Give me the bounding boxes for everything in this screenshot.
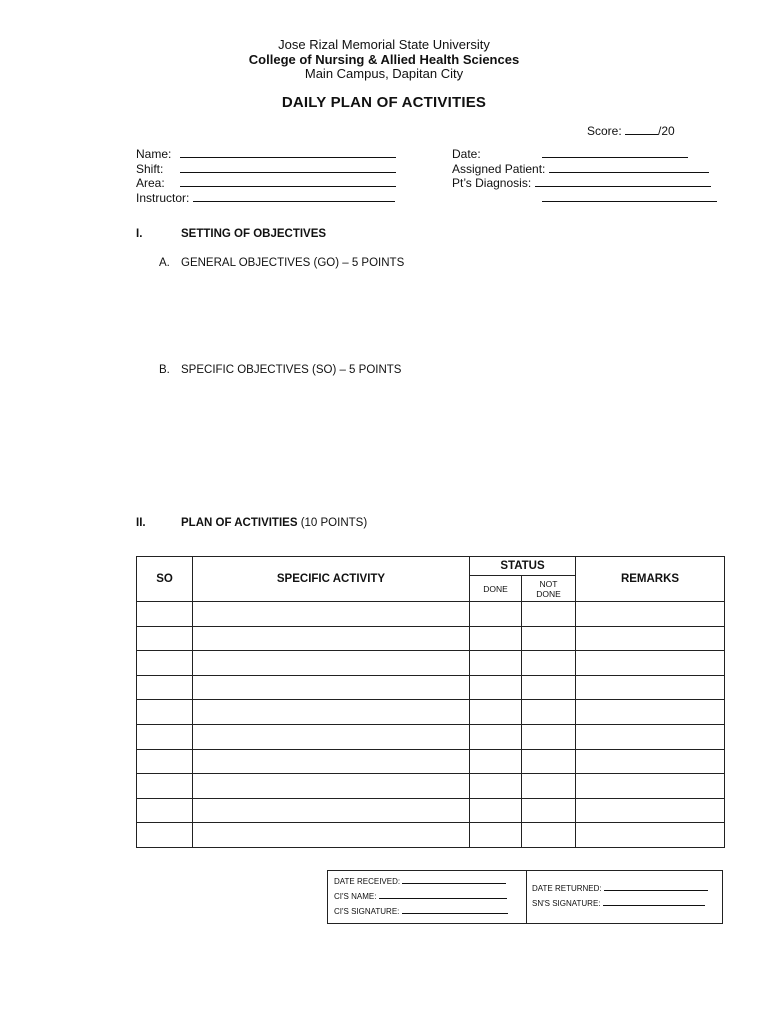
- table-row: [137, 724, 725, 749]
- cell-activity[interactable]: [193, 724, 470, 749]
- section-2-points: (10 POINTS): [297, 517, 368, 529]
- college-name: College of Nursing & Allied Health Sciences: [248, 52, 520, 67]
- cell-done[interactable]: [470, 700, 522, 725]
- cell-done[interactable]: [470, 798, 522, 823]
- university-name: Jose Rizal Memorial State University: [278, 37, 490, 52]
- cell-activity[interactable]: [193, 626, 470, 651]
- score-field: [587, 123, 675, 138]
- cell-so[interactable]: [137, 700, 193, 725]
- sn-signature-field: [532, 898, 705, 908]
- cell-activity[interactable]: [193, 774, 470, 799]
- instructor-field: [136, 190, 395, 205]
- cell-so[interactable]: [137, 823, 193, 848]
- area-label: Area:: [136, 176, 165, 190]
- col-status-header: STATUS: [470, 557, 576, 576]
- diagnosis-field: [452, 175, 711, 190]
- cell-done[interactable]: [470, 823, 522, 848]
- diagnosis-field-2: [542, 190, 717, 205]
- cell-not-done[interactable]: [522, 749, 576, 774]
- table-row: [137, 675, 725, 700]
- cell-remarks[interactable]: [576, 651, 725, 676]
- date-returned-label: DATE RETURNED:: [532, 884, 602, 893]
- cell-done[interactable]: [470, 626, 522, 651]
- cell-not-done[interactable]: [522, 602, 576, 627]
- date-received-blank[interactable]: [402, 876, 506, 884]
- shift-blank[interactable]: [180, 161, 396, 173]
- cell-so[interactable]: [137, 651, 193, 676]
- cell-not-done[interactable]: [522, 651, 576, 676]
- date-returned-blank[interactable]: [604, 883, 708, 891]
- footer-signature-box: [327, 870, 723, 924]
- col-remarks-header: REMARKS: [576, 557, 725, 602]
- cell-activity[interactable]: [193, 749, 470, 774]
- cell-not-done[interactable]: [522, 700, 576, 725]
- col-not-done-line2: DONE: [536, 588, 561, 599]
- cell-so[interactable]: [137, 626, 193, 651]
- score-suffix: /20: [658, 124, 675, 138]
- ci-name-field: [334, 891, 507, 901]
- shift-field: [136, 161, 396, 176]
- cell-remarks[interactable]: [576, 798, 725, 823]
- cell-not-done[interactable]: [522, 675, 576, 700]
- diagnosis-blank-2[interactable]: [542, 190, 717, 202]
- date-received-field: [334, 876, 506, 886]
- instructor-blank[interactable]: [193, 190, 395, 202]
- col-done-header: DONE: [470, 576, 522, 602]
- section-2-numeral: II.: [136, 517, 146, 529]
- section-2-heading: [181, 517, 367, 529]
- cell-remarks[interactable]: [576, 774, 725, 799]
- section-1-numeral: I.: [136, 228, 143, 240]
- table-row: [137, 626, 725, 651]
- cell-done[interactable]: [470, 724, 522, 749]
- name-field: [136, 146, 396, 161]
- cell-done[interactable]: [470, 602, 522, 627]
- footer-divider: [526, 871, 527, 923]
- table-row: [137, 700, 725, 725]
- cell-done[interactable]: [470, 749, 522, 774]
- cell-not-done[interactable]: [522, 798, 576, 823]
- cell-done[interactable]: [470, 774, 522, 799]
- cell-not-done[interactable]: [522, 774, 576, 799]
- cell-remarks[interactable]: [576, 749, 725, 774]
- ci-signature-blank[interactable]: [402, 906, 508, 914]
- cell-so[interactable]: [137, 724, 193, 749]
- cell-remarks[interactable]: [576, 602, 725, 627]
- cell-so[interactable]: [137, 798, 193, 823]
- cell-so[interactable]: [137, 774, 193, 799]
- name-blank[interactable]: [180, 146, 396, 158]
- plan-table: [136, 556, 725, 848]
- cell-done[interactable]: [470, 675, 522, 700]
- cell-activity[interactable]: [193, 651, 470, 676]
- ci-signature-field: [334, 906, 508, 916]
- date-field: [452, 146, 688, 161]
- ci-name-label: CI'S NAME:: [334, 892, 377, 901]
- page-title: DAILY PLAN OF ACTIVITIES: [281, 94, 487, 111]
- date-blank[interactable]: [542, 146, 688, 158]
- date-received-label: DATE RECEIVED:: [334, 877, 401, 886]
- assigned-patient-field: [452, 161, 709, 176]
- shift-label: Shift:: [136, 162, 164, 176]
- sn-signature-label: SN'S SIGNATURE:: [532, 899, 601, 908]
- campus-name: Main Campus, Dapitan City: [304, 66, 464, 81]
- cell-so[interactable]: [137, 602, 193, 627]
- cell-not-done[interactable]: [522, 823, 576, 848]
- cell-activity[interactable]: [193, 700, 470, 725]
- table-row: [137, 823, 725, 848]
- cell-activity[interactable]: [193, 602, 470, 627]
- cell-done[interactable]: [470, 651, 522, 676]
- ci-signature-label: CI'S SIGNATURE:: [334, 907, 400, 916]
- date-returned-field: [532, 883, 708, 893]
- cell-remarks[interactable]: [576, 823, 725, 848]
- date-label: Date:: [452, 147, 481, 161]
- cell-remarks[interactable]: [576, 700, 725, 725]
- instructor-label: Instructor:: [136, 191, 190, 205]
- section-2-title: PLAN OF ACTIVITIES: [181, 517, 298, 529]
- cell-activity[interactable]: [193, 798, 470, 823]
- score-blank[interactable]: [625, 123, 658, 135]
- col-not-done-header: [522, 576, 576, 602]
- section-1a-title: GENERAL OBJECTIVES (GO) – 5 POINTS: [181, 257, 405, 269]
- cell-not-done[interactable]: [522, 626, 576, 651]
- cell-so[interactable]: [137, 675, 193, 700]
- col-activity-header: SPECIFIC ACTIVITY: [193, 557, 470, 602]
- cell-remarks[interactable]: [576, 724, 725, 749]
- cell-remarks[interactable]: [576, 626, 725, 651]
- area-field: [136, 175, 396, 190]
- cell-not-done[interactable]: [522, 724, 576, 749]
- ci-name-blank[interactable]: [379, 891, 507, 899]
- area-blank[interactable]: [180, 175, 396, 187]
- table-row: [137, 798, 725, 823]
- name-label: Name:: [136, 147, 172, 161]
- table-row: [137, 749, 725, 774]
- sn-signature-blank[interactable]: [603, 898, 705, 906]
- cell-remarks[interactable]: [576, 675, 725, 700]
- table-row: [137, 651, 725, 676]
- table-row: [137, 774, 725, 799]
- assigned-patient-label: Assigned Patient:: [452, 162, 546, 176]
- plan-table-body: [137, 602, 725, 848]
- diagnosis-label: Pt’s Diagnosis:: [452, 176, 532, 190]
- table-row: [137, 602, 725, 627]
- cell-so[interactable]: [137, 749, 193, 774]
- col-not-done-line1: NOT: [539, 578, 558, 589]
- section-1b-title: SPECIFIC OBJECTIVES (SO) – 5 POINTS: [181, 364, 402, 376]
- section-1-title: SETTING OF OBJECTIVES: [181, 228, 327, 240]
- assigned-patient-blank[interactable]: [549, 161, 709, 173]
- diagnosis-blank[interactable]: [535, 175, 711, 187]
- cell-activity[interactable]: [193, 675, 470, 700]
- section-1a-letter: A.: [159, 257, 170, 269]
- cell-activity[interactable]: [193, 823, 470, 848]
- score-label: Score:: [587, 124, 622, 138]
- section-1b-letter: B.: [159, 364, 170, 376]
- col-so-header: SO: [137, 557, 193, 602]
